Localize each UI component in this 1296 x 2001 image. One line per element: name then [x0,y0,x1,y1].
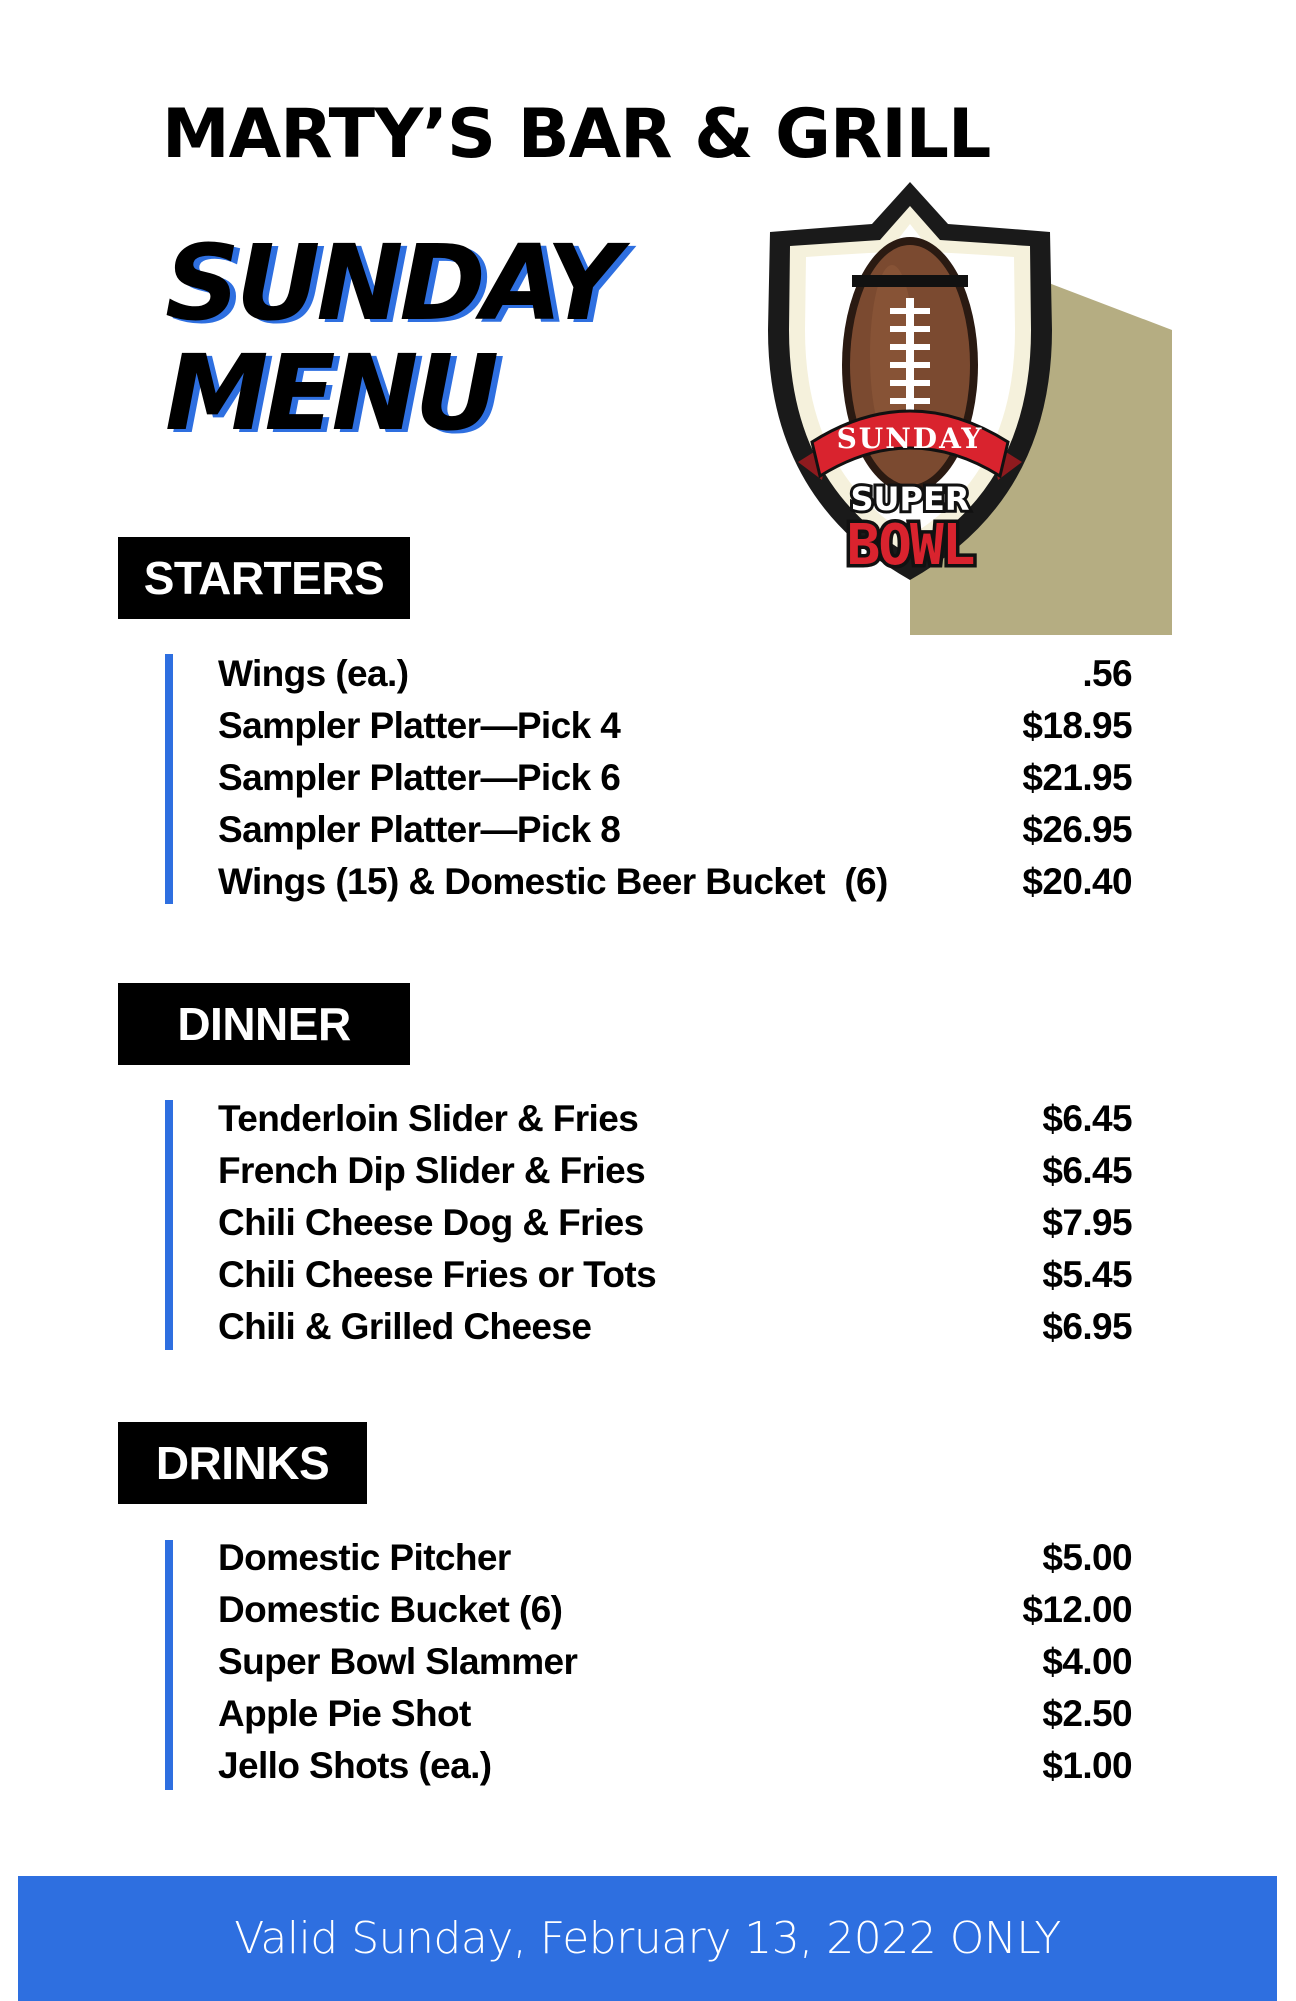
item-list-drinks [218,1532,1132,1792]
list-item [218,752,1132,804]
section-header-starters: STARTERS [118,537,410,619]
item-price: $2.50 [1042,1693,1132,1734]
item-price: $7.95 [1042,1202,1132,1243]
restaurant-name: MARTY’S BAR & GRILL [162,95,991,174]
list-item [218,1532,1132,1584]
list-item [218,1145,1132,1197]
section-bar-starters [165,654,173,904]
item-price: $20.40 [1022,861,1132,902]
item-list-starters [218,648,1132,908]
list-item [218,1197,1132,1249]
list-item [218,856,1132,908]
item-name: Sampler Platter—Pick 8 [218,809,621,850]
list-item [218,1249,1132,1301]
football-stripe [852,275,968,287]
menu-title-line1: SUNDAY [165,222,618,344]
logo-super-text: SUPER [850,480,970,518]
item-name: Wings (ea.) [218,653,409,694]
item-name: Chili Cheese Fries or Tots [218,1254,657,1295]
item-name: Super Bowl Slammer [218,1641,578,1682]
item-name: Apple Pie Shot [218,1693,471,1734]
section-header-drinks: DRINKS [118,1422,367,1504]
banner-text: SUNDAY [836,422,984,455]
item-name: Sampler Platter—Pick 4 [218,705,621,746]
item-name: Domestic Bucket (6) [218,1589,563,1630]
footer-band [18,1876,1277,2001]
item-price: $21.95 [1022,757,1132,798]
item-price: $5.00 [1042,1537,1132,1578]
list-item [218,804,1132,856]
item-name: Chili Cheese Dog & Fries [218,1202,644,1243]
item-price: $26.95 [1022,809,1132,850]
item-name: Jello Shots (ea.) [218,1745,492,1786]
section-bar-dinner [165,1100,173,1350]
football-shield-icon [760,180,1172,640]
item-price: $1.00 [1042,1745,1132,1786]
item-price: $6.45 [1042,1098,1132,1139]
item-name: Chili & Grilled Cheese [218,1306,592,1347]
section-header-dinner: DINNER [118,983,410,1065]
list-item [218,1584,1132,1636]
menu-title-line2: MENU [165,332,496,454]
item-price: $6.45 [1042,1150,1132,1191]
item-name: French Dip Slider & Fries [218,1150,646,1191]
item-price: $5.45 [1042,1254,1132,1295]
list-item [218,1740,1132,1792]
list-item [218,1301,1132,1353]
item-name: Wings (15) & Domestic Beer Bucket (6) [218,861,888,902]
item-price: .56 [1082,653,1132,694]
item-price: $12.00 [1022,1589,1132,1630]
section-bar-drinks [165,1540,173,1790]
list-item [218,1093,1132,1145]
item-price: $18.95 [1022,705,1132,746]
logo-bowl-text: BOWL [846,513,974,578]
item-price: $4.00 [1042,1641,1132,1682]
item-list-dinner [218,1093,1132,1353]
footer-validity-text: Valid Sunday, February 13, 2022 ONLY [234,1913,1061,1964]
item-price: $6.95 [1042,1306,1132,1347]
item-name: Sampler Platter—Pick 6 [218,757,621,798]
list-item [218,648,1132,700]
item-name: Domestic Pitcher [218,1537,511,1578]
list-item [218,1688,1132,1740]
item-name: Tenderloin Slider & Fries [218,1098,639,1139]
list-item [218,1636,1132,1688]
list-item [218,700,1132,752]
